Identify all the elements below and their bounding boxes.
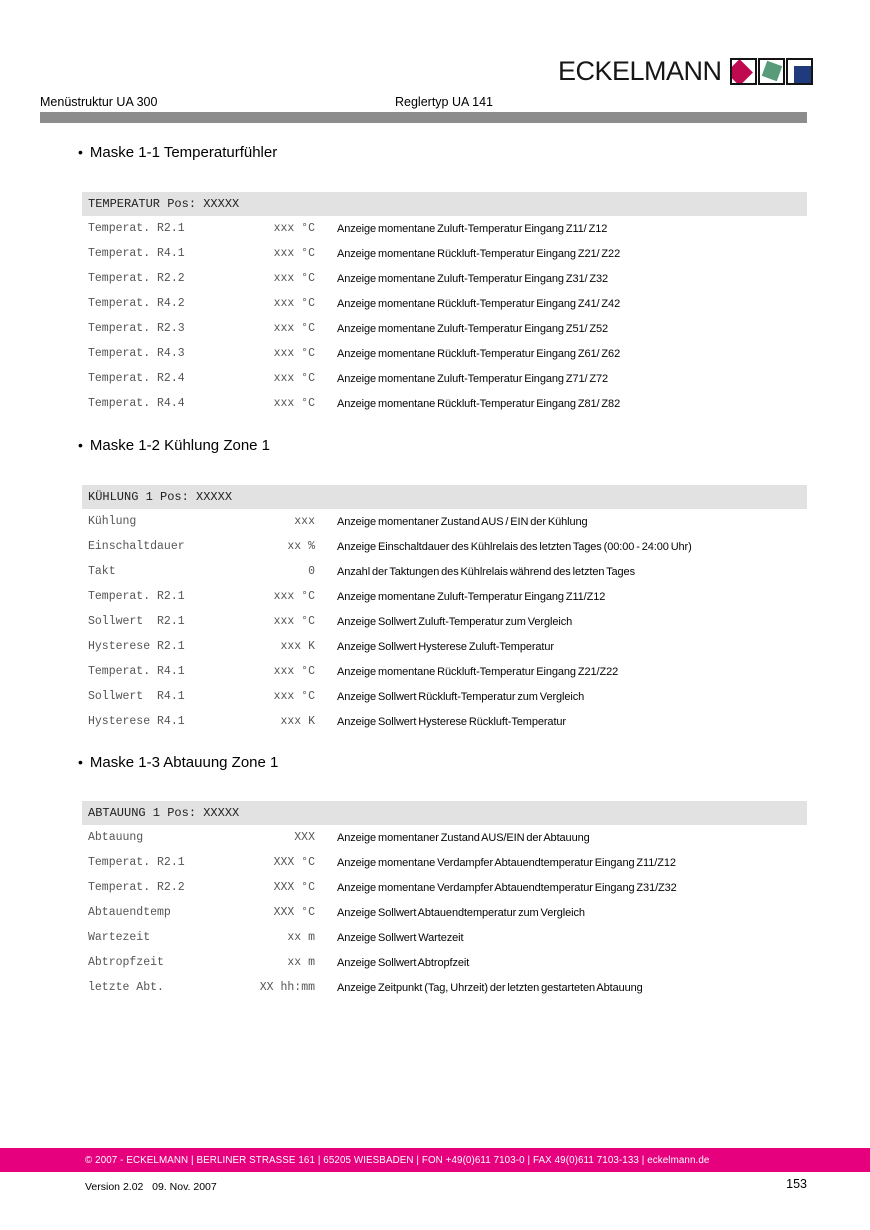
row-value: xxx K — [280, 715, 315, 728]
row-description: Anzeige momentane Verdampfer Abtauendtemperatur Eingang Z11/Z12 — [337, 856, 676, 869]
section-title — [78, 437, 270, 454]
parameter-table — [82, 485, 807, 734]
table-row — [82, 950, 807, 975]
row-label: Sollwert R2.1 — [88, 615, 185, 628]
section-title — [78, 754, 278, 771]
row-description: Anzeige Sollwert Rückluft-Temperatur zum Vergleich — [337, 690, 585, 703]
table-row — [82, 341, 807, 366]
table-row — [82, 534, 807, 559]
row-label: Abtropfzeit — [88, 956, 164, 969]
row-description: Anzeige Einschaltdauer des Kühlrelais des letzten Tages (00:00 - 24:00 Uhr) — [337, 540, 692, 553]
row-label: Kühlung — [88, 515, 137, 528]
row-value: XXX — [294, 831, 315, 844]
row-value: 0 — [308, 565, 315, 578]
label-value-group — [88, 906, 315, 919]
label-value-group — [88, 956, 315, 969]
row-label: Temperat. R2.2 — [88, 881, 185, 894]
row-label: Temperat. R2.1 — [88, 856, 185, 869]
row-value: xxx °C — [273, 590, 315, 603]
row-label: Hysterese R2.1 — [88, 640, 185, 653]
row-value: XXX °C — [273, 856, 315, 869]
table-row — [82, 684, 807, 709]
label-value-group — [88, 931, 315, 944]
footer-address-text: © 2007 - ECKELMANN | BERLINER STRASSE 161 | 65205 WIESBADEN | FON +49(0)611 7103-0 | FAX 49(0)611 7103-133 | eckelmann.de — [85, 1154, 710, 1166]
row-value: XX hh:mm — [259, 981, 315, 994]
label-value-group — [88, 981, 315, 994]
row-value: xxx °C — [273, 272, 315, 285]
row-value: xx m — [287, 931, 315, 944]
table-row — [82, 509, 807, 534]
row-label: Temperat. R4.3 — [88, 347, 185, 360]
row-description: Anzeige Sollwert Hysterese Rückluft-Temperatur — [337, 715, 566, 728]
bullet-icon: • — [78, 754, 83, 770]
label-value-group — [88, 590, 315, 603]
label-value-group — [88, 397, 315, 410]
table-header: ABTAUUNG 1 Pos: XXXXX — [82, 801, 807, 825]
bullet-icon: • — [78, 144, 83, 160]
section-title-text: Maske 1-3 Abtauung Zone 1 — [89, 754, 279, 771]
row-description: Anzeige momentaner Zustand AUS / EIN der Kühlung — [337, 515, 588, 528]
row-label: Temperat. R2.4 — [88, 372, 185, 385]
table-row — [82, 241, 807, 266]
table-row — [82, 709, 807, 734]
row-value: xxx °C — [273, 347, 315, 360]
row-description: Anzeige momentane Rückluft-Temperatur Eingang Z21/Z22 — [337, 665, 619, 678]
logo-wordmark: ECKELMANN — [558, 56, 722, 86]
row-value: xxx °C — [273, 615, 315, 628]
row-value: xxx °C — [273, 247, 315, 260]
row-label: Abtauendtemp — [88, 906, 171, 919]
label-value-group — [88, 322, 315, 335]
table-header: KÜHLUNG 1 Pos: XXXXX — [82, 485, 807, 509]
row-label: Temperat. R2.3 — [88, 322, 185, 335]
page-content — [40, 0, 807, 1230]
page-number: 153 — [786, 1177, 807, 1191]
row-label: Temperat. R2.2 — [88, 272, 185, 285]
row-value: xxx °C — [273, 665, 315, 678]
label-value-group — [88, 640, 315, 653]
table-row — [82, 659, 807, 684]
row-value: xxx °C — [273, 297, 315, 310]
row-value: XXX °C — [273, 906, 315, 919]
table-row — [82, 975, 807, 1000]
row-description: Anzeige momentane Rückluft-Temperatur Eingang Z21/ Z22 — [337, 247, 621, 260]
label-value-group — [88, 856, 315, 869]
row-description: Anzeige momentaner Zustand AUS/EIN der Abtauung — [337, 831, 590, 844]
row-label: letzte Abt. — [88, 981, 164, 994]
version-text: Version 2.02 09. Nov. 2007 — [85, 1181, 217, 1193]
table-row — [82, 291, 807, 316]
label-value-group — [88, 297, 315, 310]
label-value-group — [88, 347, 315, 360]
row-label: Wartezeit — [88, 931, 151, 944]
row-description: Anzahl der Taktungen des Kühlrelais während des letzten Tages — [337, 565, 635, 578]
label-value-group — [88, 881, 315, 894]
table-row — [82, 216, 807, 241]
table-row — [82, 559, 807, 584]
label-value-group — [88, 222, 315, 235]
row-description: Anzeige Sollwert Abtropfzeit — [337, 956, 470, 969]
table-row — [82, 584, 807, 609]
row-description: Anzeige momentane Zuluft-Temperatur Eingang Z51/ Z52 — [337, 322, 609, 335]
table-row — [82, 391, 807, 416]
row-description: Anzeige momentane Rückluft-Temperatur Eingang Z81/ Z82 — [337, 397, 621, 410]
row-value: xx m — [287, 956, 315, 969]
row-value: xxx K — [280, 640, 315, 653]
row-value: xxx °C — [273, 322, 315, 335]
row-value: xxx °C — [273, 397, 315, 410]
footer-bar — [0, 1148, 870, 1172]
row-description: Anzeige momentane Zuluft-Temperatur Eingang Z71/ Z72 — [337, 372, 609, 385]
label-value-group — [88, 690, 315, 703]
row-value: XXX °C — [273, 881, 315, 894]
row-description: Anzeige momentane Zuluft-Temperatur Eingang Z11/Z12 — [337, 590, 606, 603]
row-value: xxx — [294, 515, 315, 528]
row-description: Anzeige momentane Rückluft-Temperatur Eingang Z61/ Z62 — [337, 347, 621, 360]
parameter-table — [82, 801, 807, 1000]
row-label: Temperat. R2.1 — [88, 222, 185, 235]
row-label: Temperat. R4.1 — [88, 665, 185, 678]
row-description: Anzeige Sollwert Wartezeit — [337, 931, 464, 944]
row-label: Temperat. R4.2 — [88, 297, 185, 310]
row-value: xxx °C — [273, 690, 315, 703]
row-description: Anzeige momentane Rückluft-Temperatur Eingang Z41/ Z42 — [337, 297, 621, 310]
table-row — [82, 825, 807, 850]
row-description: Anzeige momentane Zuluft-Temperatur Eingang Z11/ Z12 — [337, 222, 608, 235]
row-label: Takt — [88, 565, 116, 578]
label-value-group — [88, 565, 315, 578]
row-value: xxx °C — [273, 372, 315, 385]
header-menu-structure: Menüstruktur UA 300 — [40, 95, 158, 109]
section-title — [78, 144, 277, 161]
row-description: Anzeige momentane Zuluft-Temperatur Eingang Z31/ Z32 — [337, 272, 609, 285]
section-title-text: Maske 1-2 Kühlung Zone 1 — [89, 437, 271, 454]
row-description: Anzeige Sollwert Zuluft-Temperatur zum Vergleich — [337, 615, 573, 628]
label-value-group — [88, 272, 315, 285]
label-value-group — [88, 715, 315, 728]
table-row — [82, 900, 807, 925]
table-header: TEMPERATUR Pos: XXXXX — [82, 192, 807, 216]
label-value-group — [88, 515, 315, 528]
table-row — [82, 366, 807, 391]
table-row — [82, 850, 807, 875]
label-value-group — [88, 665, 315, 678]
table-row — [82, 609, 807, 634]
row-description: Anzeige Sollwert Abtauendtemperatur zum Vergleich — [337, 906, 585, 919]
row-value: xx % — [287, 540, 315, 553]
section-title-text: Maske 1-1 Temperaturfühler — [89, 144, 278, 161]
table-row — [82, 875, 807, 900]
row-label: Temperat. R4.4 — [88, 397, 185, 410]
label-value-group — [88, 831, 315, 844]
row-description: Anzeige Sollwert Hysterese Zuluft-Temperatur — [337, 640, 554, 653]
header-controller-type: Reglertyp UA 141 — [395, 95, 493, 109]
row-description: Anzeige momentane Verdampfer Abtauendtemperatur Eingang Z31/Z32 — [337, 881, 677, 894]
parameter-table — [82, 192, 807, 416]
row-description: Anzeige Zeitpunkt (Tag, Uhrzeit) der letzten gestarteten Abtauung — [337, 981, 643, 994]
label-value-group — [88, 615, 315, 628]
row-label: Einschaltdauer — [88, 540, 185, 553]
label-value-group — [88, 372, 315, 385]
row-value: xxx °C — [273, 222, 315, 235]
row-label: Abtauung — [88, 831, 144, 844]
row-label: Sollwert R4.1 — [88, 690, 185, 703]
row-label: Temperat. R4.1 — [88, 247, 185, 260]
label-value-group — [88, 540, 315, 553]
table-row — [82, 634, 807, 659]
table-row — [82, 925, 807, 950]
row-label: Hysterese R4.1 — [88, 715, 185, 728]
table-row — [82, 316, 807, 341]
label-value-group — [88, 247, 315, 260]
bullet-icon: • — [78, 437, 83, 453]
table-row — [82, 266, 807, 291]
row-label: Temperat. R2.1 — [88, 590, 185, 603]
